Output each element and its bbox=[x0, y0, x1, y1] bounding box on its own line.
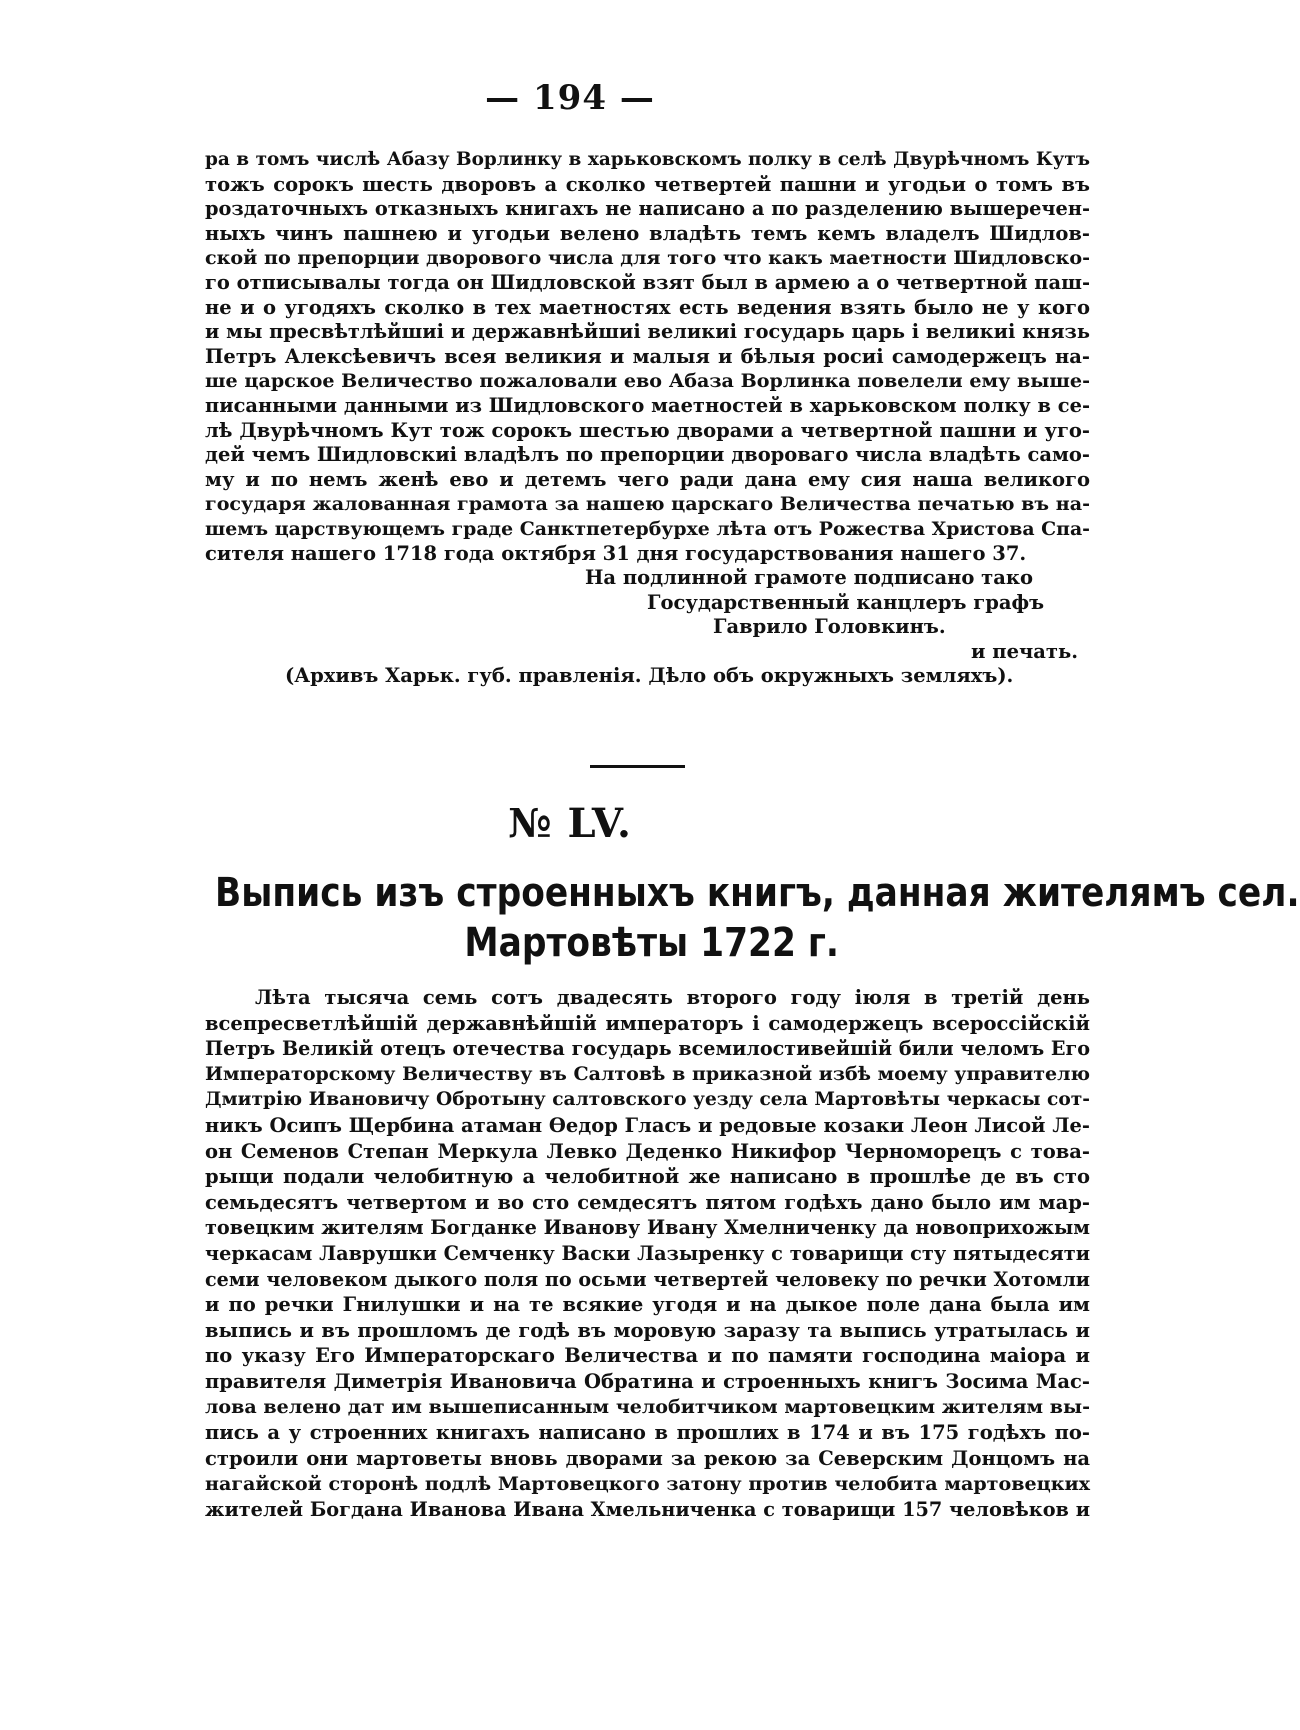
text-line: Петръ Алексѣевичъ всея великия и малыя и бѣлыя росиі самодержецъ на- bbox=[205, 344, 1090, 368]
text-line: семи человеком дыкого поля по осьми четвертей человеку по речки Хотомли bbox=[205, 1267, 1090, 1291]
text-line: ше царское Величество пожаловали ево Абаза Ворлинка повелели ему выше- bbox=[205, 369, 1090, 393]
heading-line: Выпись изъ строенныхъ книгъ, данная жителямъ сел. bbox=[215, 870, 1300, 916]
text-line: не и о угодяхъ сколко в тех маетностях есть ведения взять было не у кого bbox=[205, 295, 1090, 319]
text-line: он Семенов Степан Меркула Левко Деденко Никифор Черноморецъ с това- bbox=[205, 1139, 1090, 1163]
text-line: по указу Его Императорскаго Величества и по памяти господина маіора и bbox=[205, 1344, 1090, 1368]
signature-line: Гаврило Головкинъ. bbox=[713, 615, 946, 639]
signature-line: Государственный канцлеръ графъ bbox=[647, 590, 1045, 614]
archive-reference: (Архивъ Харьк. губ. правленія. Дѣло объ окружныхъ земляхъ). bbox=[285, 664, 1014, 688]
text-line: Императорскому Величеству въ Салтовѣ в приказной избѣ моему управителю bbox=[205, 1062, 1090, 1085]
text-line: рыщи подали челобитную а челобитной же написано в прошлѣе де въ сто bbox=[205, 1165, 1090, 1189]
text-line: ской по препорции дворового числа для того что какъ маетности Шидловско- bbox=[205, 246, 1090, 270]
text-line: пись а у строенних книгахъ написано в прошлих в 174 и въ 175 годѣхъ по- bbox=[205, 1421, 1090, 1445]
text-line: роздаточныхъ отказныхъ книгахъ не написано а по разделению вышеречен- bbox=[205, 197, 1090, 221]
text-line: строили они мартоветы вновь дворами за рекою за Северским Донцомъ на bbox=[205, 1446, 1090, 1470]
signature-line: На подлинной грамоте подписано тако bbox=[585, 566, 1033, 590]
text-line: нагайской сторонѣ подлѣ Мартовецкого затону против челобита мартовецких bbox=[205, 1472, 1090, 1496]
text-line: черкасам Лаврушки Семченку Васки Лазыренку с товарищи сту пятыдесяти bbox=[205, 1241, 1090, 1265]
text-line: Дмитрію Ивановичу Обротыну салтовского уезду села Мартовѣты черкасы сот- bbox=[205, 1089, 1090, 1111]
text-line: ра в томъ числѣ Абазу Ворлинку в харьковскомъ полку в селѣ Двурѣчномъ Кутъ bbox=[205, 149, 1090, 170]
text-line: му и по немъ женѣ ево и детемъ чего ради дана ему сия наша великого bbox=[205, 467, 1090, 491]
text-line: писанными данными из Шидловского маетностей в харьковском полку в се- bbox=[205, 393, 1090, 417]
text-line: Петръ Великій отецъ отечества государь всемилостивейшій били челомъ Его bbox=[205, 1037, 1090, 1061]
section-divider bbox=[590, 765, 685, 768]
seal-note: и печать. bbox=[971, 639, 1078, 663]
text-line: семьдесятъ четвертом и во сто семдесятъ пятом годѣхъ дано было им мар- bbox=[205, 1190, 1090, 1214]
text-line: дей чемъ Шидловскиі владѣлъ по препорции двороваго числа владѣть само- bbox=[205, 443, 1090, 467]
heading-line: Мартовѣты 1722 г. bbox=[464, 920, 839, 966]
document-2-text bbox=[205, 985, 1090, 1522]
document-1-text bbox=[205, 148, 1090, 689]
text-line: лѣ Двурѣчномъ Кут тож сорокъ шестью дворами а четвертной пашни и уго- bbox=[205, 418, 1090, 442]
document-heading bbox=[215, 868, 1300, 968]
text-line: шемъ царствующемъ граде Санктпетербурхе лѣта отъ Рожества Христова Спа- bbox=[205, 517, 1090, 540]
text-line: товецким жителям Богданке Иванову Ивану Хмелниченку да новоприхожым bbox=[205, 1216, 1090, 1240]
document-number: № LV. bbox=[508, 800, 632, 847]
text-line: ныхъ чинъ пашнею и угодьи велено владѣть темъ кемъ владелъ Шидлов- bbox=[205, 221, 1090, 245]
text-line: Лѣта тысяча семь сотъ двадесять второго году іюля в третій день bbox=[255, 986, 1090, 1009]
text-line: и мы пресвѣтлѣйшиі и державнѣйшиі великиі государь царь і великиі князь bbox=[205, 320, 1090, 344]
text-line: го отписывалы тогда он Шидловской взят был в армею а о четвертной паш- bbox=[205, 270, 1090, 294]
text-line: государя жалованная грамота за нашею царскаго Величества печатью въ на- bbox=[205, 492, 1090, 516]
text-line: никъ Осипъ Щербина атаман Ѳедор Гласъ и редовые козаки Леон Лисой Ле- bbox=[205, 1113, 1090, 1137]
text-line: всепресветлѣйшій державнѣйшій императоръ і самодержецъ всеросcійскій bbox=[205, 1011, 1090, 1035]
text-line: выпись и въ прошломъ де годѣ въ моровую заразу та выпись утратылась и bbox=[205, 1318, 1090, 1342]
text-line: тожъ сорокъ шесть дворовъ а сколко четвертей пашни и угодьи о томъ въ bbox=[205, 172, 1090, 196]
text-line: правителя Диметрія Ивановича Обратина и строенныхъ книгъ Зосима Мас- bbox=[205, 1369, 1090, 1393]
page-number: — 194 — bbox=[485, 78, 655, 118]
text-line: жителей Богдана Иванова Ивана Хмельниченка с товарищи 157 человѣков и bbox=[205, 1497, 1090, 1521]
text-line: лова велено дат им вышеписанным челобитчиком мартовецким жителям вы- bbox=[205, 1395, 1090, 1418]
text-line: сителя нашего 1718 года октября 31 дня государствования нашего 37. bbox=[205, 541, 1027, 565]
text-line: и по речки Гнилушки и на те всякие угодя и на дыкое поле дана была им bbox=[205, 1293, 1090, 1317]
